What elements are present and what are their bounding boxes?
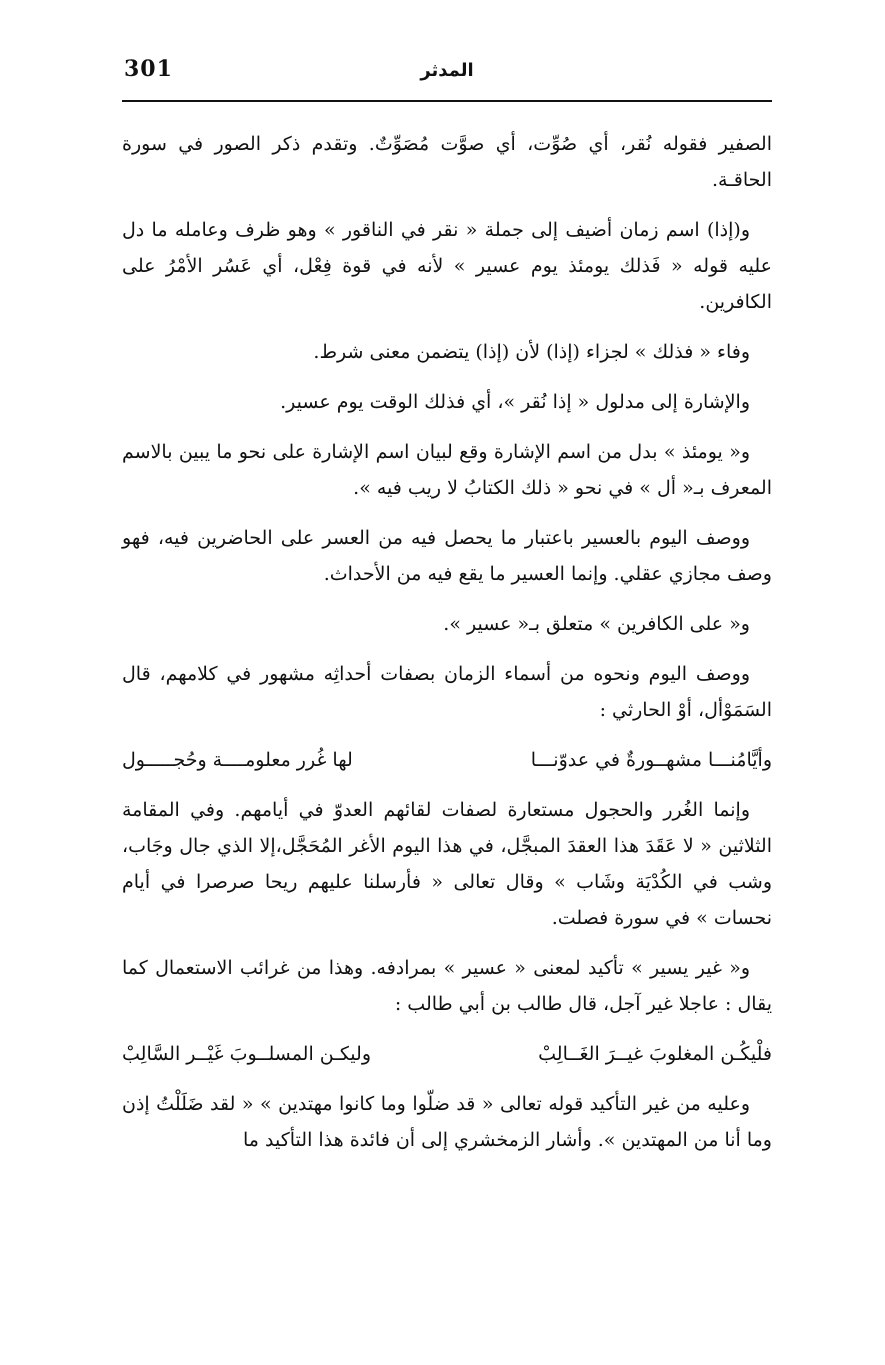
- verse-first-hemistich: فلْيكُـن المغلوبَ غيــرَ الغَــالِبْ: [538, 1043, 772, 1065]
- paragraph: ووصف اليوم ونحوه من أسماء الزمان بصفات أحداثِه مشهور في كلامهم، قال السَمَوْأل، أوْ الحارثي :: [122, 663, 772, 721]
- page-number: 301: [124, 56, 173, 82]
- page-header: [122, 50, 772, 100]
- paragraph: وعليه من غير التأكيد قوله تعالى « قد ضلّوا وما كانوا مهتدين » « لقد ضَلَلْتُ إذن وما أنا من المهتدين ». وأشار الزمخشري إلى أن فائدة هذا التأكيد ما: [122, 1093, 772, 1151]
- paragraph: و« غير يسير » تأكيد لمعنى « عسير » بمرادفه. وهذا من غرائب الاستعمال كما يقال : عاجلا غير آجل، قال طالب بن أبي طالب :: [122, 957, 772, 1015]
- paragraph: وفاء « فذلك » لجزاء (إذا) لأن (إذا) يتضمن معنى شرط.: [313, 341, 750, 363]
- verse-first-hemistich: وأيَّامُنـــا مشهــورةٌ في عدوّنـــا: [530, 749, 772, 771]
- poetry-verse: [122, 1036, 772, 1072]
- verse-second-hemistich: وليكـن المسلــوبَ غَيْــر السَّالِبْ: [122, 1043, 372, 1065]
- poetry-verse: [122, 742, 772, 778]
- paragraph: و(إذا) اسم زمان أضيف إلى جملة « نقر في الناقور » وهو ظرف وعامله ما دل عليه قوله « فَذلك يومئذ يوم عسير » لأنه في قوة فِعْل، أي عَسُر الأمْرُ على الكافرين.: [122, 219, 772, 313]
- paragraph: وإنما الغُرر والحجول مستعارة لصفات لقائهم العدوّ في أيامهم. وفي المقامة الثلاثين « لا عَقَدَ هذا العقدَ المبجَّل، في هذا اليوم الأغر المُحَجَّل،إلا الذي جال وجَاب، وشب في الكُدْيَة وشَاب » وقال تعالى « فأرسلنا عليهم ريحا صرصرا في أيام نحسات » في سورة فصلت.: [122, 799, 772, 929]
- paragraph: و« يومئذ » بدل من اسم الإشارة وقع لبيان اسم الإشارة على نحو ما يبين بالاسم المعرف بـ« أل » في نحو « ذلك الكتابُ لا ريب فيه ».: [122, 441, 772, 499]
- running-title: المدثر: [420, 60, 474, 81]
- header-rule: [122, 100, 772, 102]
- paragraph: ووصف اليوم بالعسير باعتبار ما يحصل فيه من العسر على الحاضرين فيه، فهو وصف مجازي عقلي. وإنما العسير ما يقع فيه من الأحداث.: [122, 527, 772, 585]
- paragraph: و« على الكافرين » متعلق بـ« عسير ».: [443, 613, 750, 635]
- verse-second-hemistich: لها غُرر معلومــــة وحُجـــــول: [122, 749, 353, 771]
- paragraph: والإشارة إلى مدلول « إذا نُقر »، أي فذلك الوقت يوم عسير.: [280, 391, 750, 413]
- body-text: [122, 126, 772, 1172]
- paragraph: الصفير فقوله نُقر، أي صُوِّت، أي صوَّت مُصَوِّتٌ. وتقدم ذكر الصور في سورة الحاقـة.: [122, 133, 772, 191]
